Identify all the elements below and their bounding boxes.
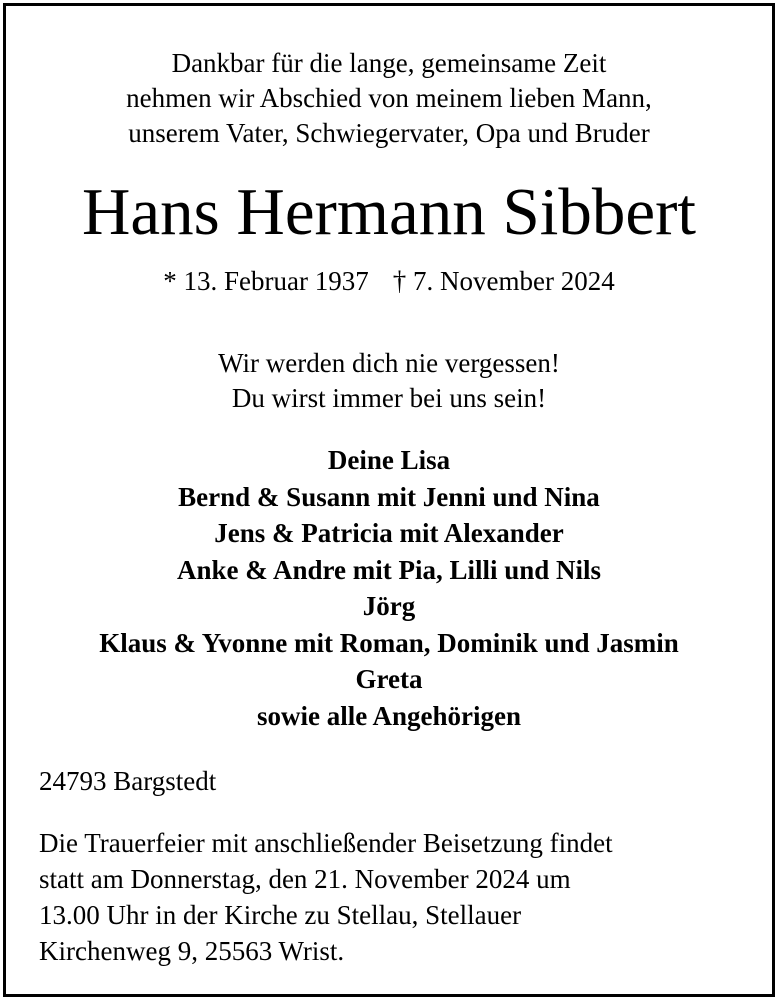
mourners-list <box>6 442 772 734</box>
death-date: † 7. November 2024 <box>392 266 615 296</box>
service-line: Die Trauerfeier mit anschließender Beisetzung findet <box>39 828 613 858</box>
deceased-name: Hans Hermann Sibbert <box>81 175 697 249</box>
service-line: 13.00 Uhr in der Kirche zu Stellau, Stellauer <box>39 900 522 930</box>
life-dates <box>6 264 772 298</box>
mourner-line: Klaus & Yvonne mit Roman, Dominik und Jasmin <box>99 627 679 658</box>
birth-date: * 13. Februar 1937 <box>163 266 369 296</box>
service-line: statt am Donnerstag, den 21. November 2024 um <box>39 864 571 894</box>
mourner-line: Jens & Patricia mit Alexander <box>214 518 564 548</box>
mourner-line: Deine Lisa <box>327 445 451 475</box>
mourner-line: Jörg <box>362 591 416 621</box>
intro-line: nehmen wir Abschied von meinem lieben Mann, <box>126 83 652 113</box>
service-line: Kirchenweg 9, 25563 Wrist. <box>39 936 345 966</box>
mourner-line: Bernd & Susann mit Jenni und Nina <box>178 481 600 512</box>
intro-line: unserem Vater, Schwiegervater, Opa und Bruder <box>128 118 650 148</box>
location-text: 24793 Bargstedt <box>39 766 217 796</box>
service-info <box>39 825 613 969</box>
mourner-line: sowie alle Angehörigen <box>257 700 521 731</box>
mourner-line: Greta <box>355 664 423 694</box>
intro-line: Dankbar für die lange, gemeinsame Zeit <box>171 48 607 78</box>
mourner-line: Anke & Andre mit Pia, Lilli und Nils <box>176 554 602 585</box>
quote-line: Wir werden dich nie vergessen! <box>218 348 560 378</box>
quote-line: Du wirst immer bei uns sein! <box>231 383 547 413</box>
intro-text <box>6 46 772 151</box>
memorial-quote <box>6 346 772 416</box>
obituary-frame <box>3 3 775 997</box>
